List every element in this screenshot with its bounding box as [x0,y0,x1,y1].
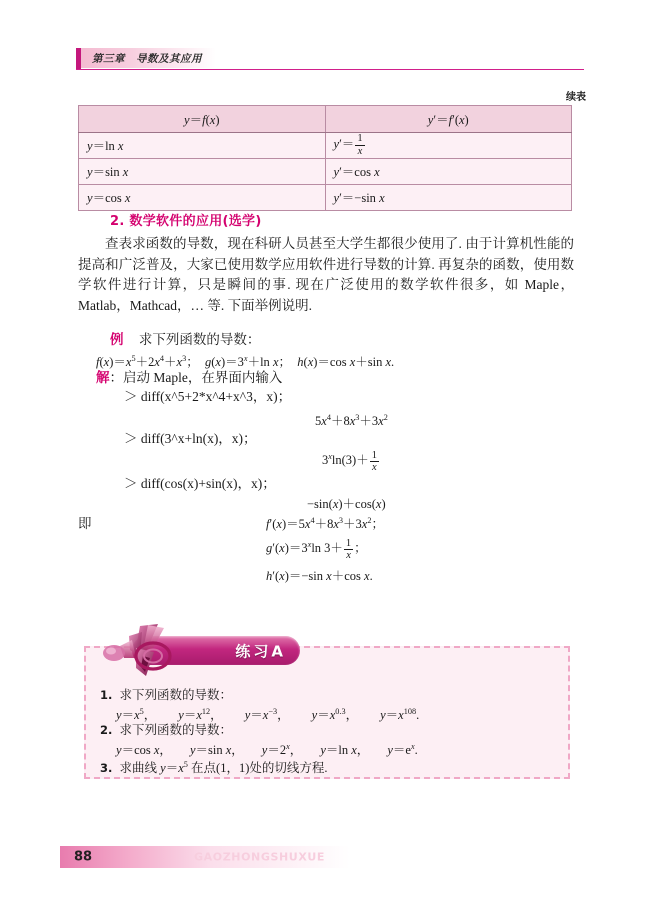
footer-brand: GAOZHONGSHUXUE [194,850,326,864]
maple-result: $3^x\ln(3)+$ $\frac{1}{x}$ [322,449,377,473]
example-functions: $f(x)=x^5+2x^4+x^3$； $g(x)=3^x+\ln$ x； h(x)＝cos x＋sin x. [96,354,395,370]
running-head-rule [76,69,584,70]
exercise-item-number: 1. [100,688,113,702]
exercise-badge [96,622,301,666]
page-number: 88 [74,849,93,865]
exercise-item [100,756,327,777]
page-footer [60,846,360,868]
table-row [79,133,572,159]
table-cell-derivative: y′＝−sin x [325,185,572,211]
table-cell-derivative: y′＝cos x [325,159,572,185]
maple-command: ＞ diff(x^5+2*x^4+x^3，x)； [124,389,292,404]
exercise-item-answers: $y=x^5$， $y=x^{12}$， $y=x^{-3}$， $y=x^{0.3}$， $y=x^{108}$. [116,707,420,723]
section-heading: 2. 数学软件的应用(选学) [110,214,262,229]
exercise-item-number: 2. [100,723,113,737]
conclusion-line: $g'(x)=3^x\ln$ 3＋ $\frac{1}{x}$ ； [266,537,367,561]
conclusion-line: $f'(x)=5x^4+8x^3+3x^2$； [266,515,384,531]
table-row [79,185,572,211]
solution-label: 解 [96,370,110,385]
derivative-table [78,105,572,211]
exercise-item-prompt: 求曲线 $y=x^5$ 在点(1，1)处的切线方程. [119,760,328,776]
table-cell-function: y＝cos x [79,185,326,211]
section-paragraph: 查表求函数的导数，现在科研人员甚至大学生都很少使用了. 由于计算机性能的提高和广泛普及，大家已使用数学应用软件进行导数的计算. 再复杂的函数，使用数学软件进行计算，只是瞬间的事. 现在广泛使用的数学软件很多，如 Maple，Matlab，Mathcad，… 等. 下面举例说明. [78,236,574,313]
exercise-badge-label: 练习A [235,642,286,660]
solution-intro-line [96,368,282,387]
exercise-item-answers: y＝cos x， y＝sin x， $y=2^x$， y＝ln x， $y=e^x$. [116,742,418,758]
table-header-cell-derivative: y′＝f′(x) [325,106,572,133]
maple-result: −sin(x)＋cos(x) [307,497,386,511]
exercise-item [100,686,232,704]
table-header-row [79,106,572,133]
exercise-item-prompt: 求下列函数的导数： [119,688,233,702]
exercise-item [100,721,232,739]
example-prompt-line [110,330,260,349]
table-cell-function: y＝sin x [79,159,326,185]
example-label: 例 [110,332,124,347]
chapter-label: 第三章 导数及其应用 [92,52,202,65]
table-row [79,159,572,185]
table-continued-label: 续表 [566,92,586,103]
maple-command: ＞ diff(3^x+ln(x)，x)； [124,431,257,446]
solution-intro: ：启动 Maple，在界面内输入 [109,370,283,385]
maple-result: $5x^4+8x^3+3x^2$ [315,412,388,428]
maple-command: ＞ diff(cos(x)+sin(x)，x)； [124,476,276,491]
exercise-item-prompt: 求下列函数的导数： [119,723,233,737]
running-head-tab [76,48,216,68]
running-head [76,48,584,74]
conclusion-label: 即 [78,516,92,531]
example-prompt: 求下列函数的导数： [138,332,261,347]
running-head-accent-bar [76,48,81,70]
conclusion-line: h′(x)＝−sin x＋cos x. [266,569,373,583]
brush-pen-decoration-icon [96,622,216,680]
table-cell-function: y＝ln x [79,133,326,159]
table-cell-derivative: y′＝ $\frac{1}{x}$ [325,133,572,159]
exercise-item-number: 3. [100,761,113,776]
table-header-cell-function: y＝f(x) [79,106,326,133]
